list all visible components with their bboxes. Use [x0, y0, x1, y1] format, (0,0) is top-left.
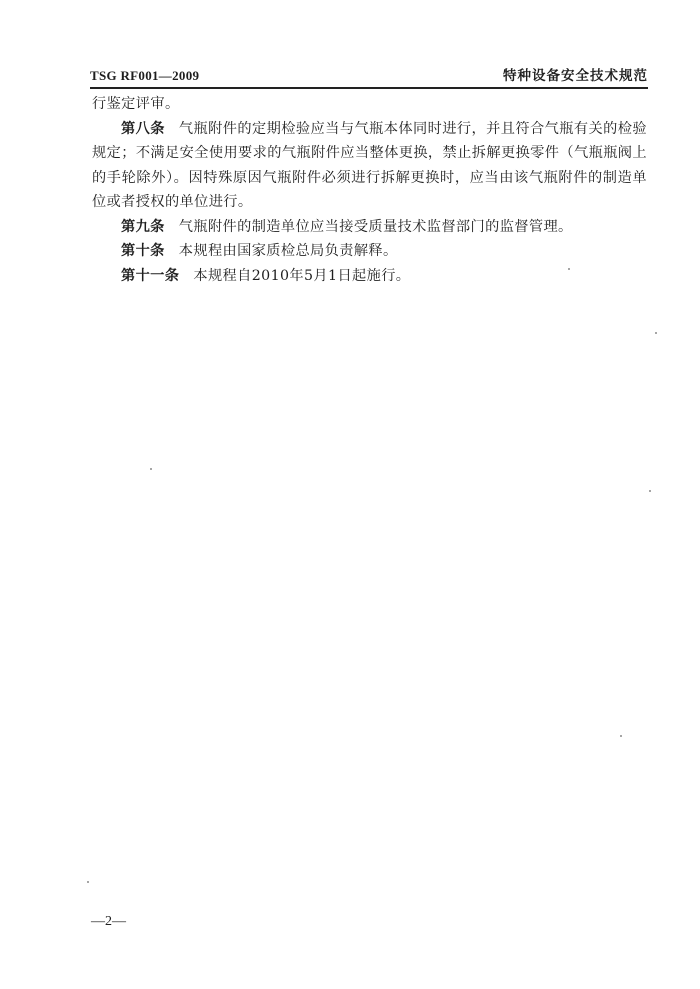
article-text: 本规程自2010年5月1日起施行。 [193, 267, 411, 284]
article-8 [92, 117, 647, 215]
article-text: 本规程由国家质检总局负责解释。 [178, 243, 398, 259]
article-text: 气瓶附件的制造单位应当接受质量技术监督部门的监督管理。 [178, 218, 573, 235]
series-title: 特种设备安全技术规范 [503, 68, 648, 84]
continuation-line: 行鉴定评审。 [92, 96, 180, 112]
scan-speck [568, 268, 570, 270]
article-11 [92, 264, 647, 289]
article-number: 第九条 [121, 218, 165, 235]
scan-speck [87, 881, 89, 883]
page-header [90, 62, 648, 89]
article-text: 气瓶附件的定期检验应当与气瓶本体同时进行，并且符合气瓶有关的检验规定；不满足安全使用要求的气瓶附件应当整体更换，禁止拆解更换零件（气瓶瓶阀上的手轮除外）。因特殊原因气瓶附件必须进行拆解更换时，应当由该气瓶附件的制造单位或者授权的单位进行。 [92, 120, 647, 210]
scan-speck [655, 332, 657, 334]
page-number: —2— [91, 914, 126, 929]
article-10 [92, 239, 647, 264]
scan-speck [620, 735, 622, 737]
scan-speck [649, 490, 651, 492]
article-number: 第十一条 [121, 267, 180, 284]
article-number: 第八条 [121, 120, 165, 137]
document-body [92, 92, 647, 288]
document-code: TSG RF001—2009 [90, 68, 200, 83]
scan-speck [150, 468, 152, 470]
article-9 [92, 215, 647, 240]
article-number: 第十条 [121, 243, 165, 259]
